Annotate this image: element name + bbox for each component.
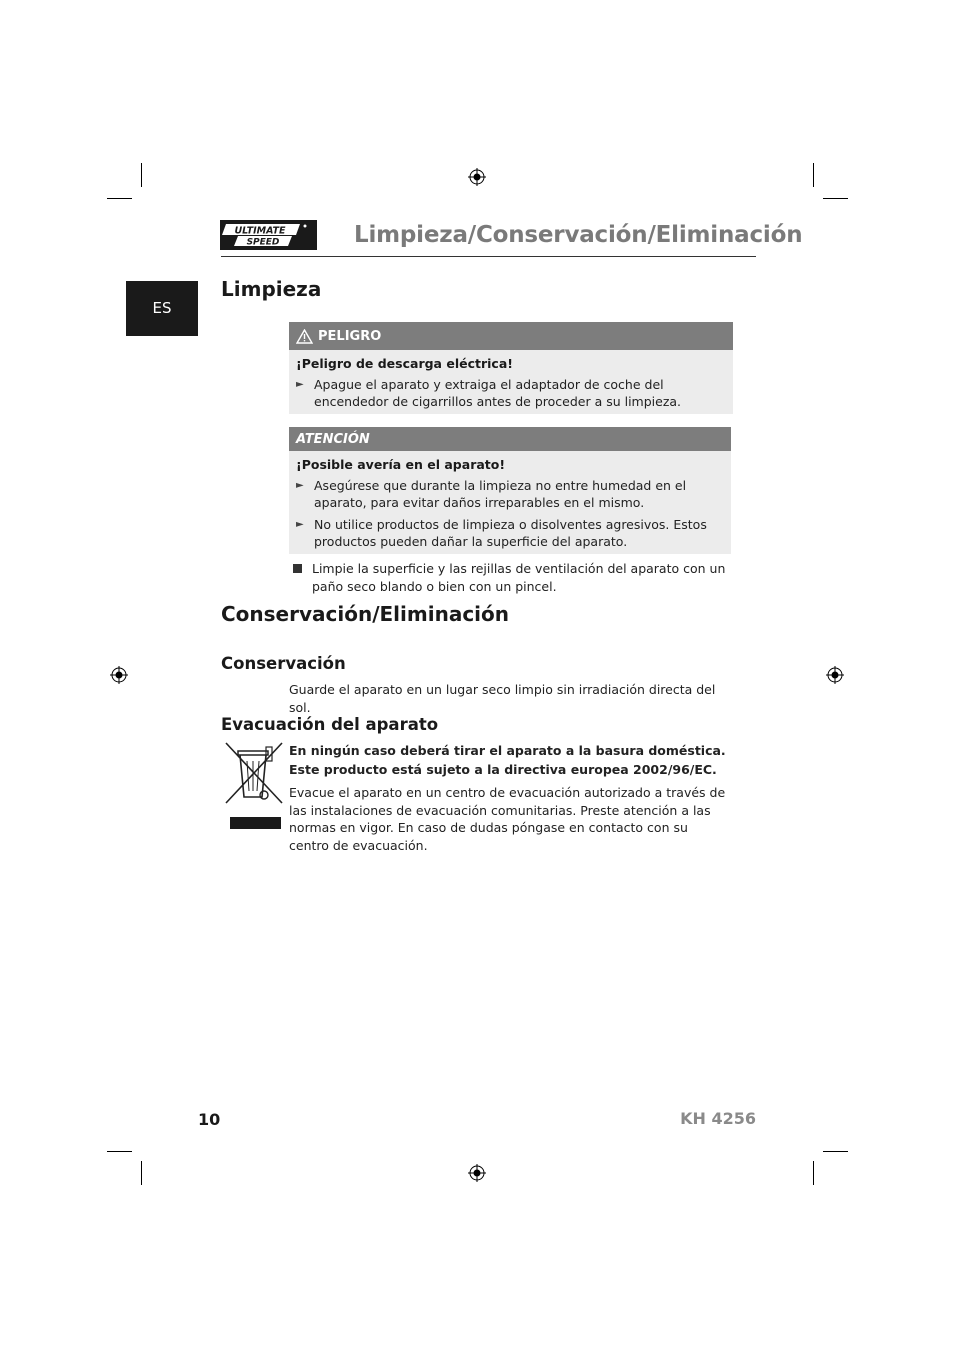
list-item: ► Apague el aparato y extraiga el adaptador de coche del encendedor de cigarrillos antes de proceder a su limpieza. [296, 377, 682, 409]
crop-mark [107, 198, 132, 199]
header-divider [221, 256, 756, 257]
page-title: Limpieza/Conservación/Eliminación [354, 222, 803, 248]
crop-mark [107, 1151, 132, 1152]
registration-mark-icon [826, 666, 844, 684]
evacuation-text: Evacue el aparato en un centro de evacuación autorizado a través de las instalaciones de evacuación comunitarias. Preste atención a las normas en vigor. En caso de dudas póngase en contacto con su centro de evacuación. [289, 785, 726, 853]
arrow-bullet-icon: ► [296, 379, 304, 390]
section-title-disposal: Conservación/Eliminación [221, 602, 510, 626]
subsection-title-storage: Conservación [221, 654, 346, 673]
danger-label: PELIGRO [318, 328, 382, 344]
danger-box [289, 322, 733, 414]
storage-text: Guarde el aparato en un lugar seco limpio sin irradiación directa del sol. [289, 682, 716, 715]
page-number: 10 [198, 1110, 221, 1129]
danger-subtitle: ¡Peligro de descarga eléctrica! [296, 356, 513, 371]
danger-box-header [289, 322, 733, 350]
list-item: ► No utilice productos de limpieza o disolventes agresivos. Estos productos pueden dañar la superficie del aparato. [296, 517, 707, 549]
cleaning-instruction: Limpie la superficie y las rejillas de ventilación del aparato con un paño seco blando o bien con un pincel. [312, 561, 726, 594]
crop-mark [813, 1161, 814, 1185]
evacuation-bold-text: En ningún caso deberá tirar el aparato a la basura doméstica. Este producto está sujeto a la directiva europea 2002/96/EC. [289, 743, 726, 777]
caution-label: ATENCIÓN [296, 431, 370, 447]
language-tab: ES [126, 281, 198, 336]
crossed-out-bin-icon [224, 741, 284, 831]
crop-mark [823, 1151, 848, 1152]
crop-mark [141, 163, 142, 187]
caution-subtitle: ¡Posible avería en el aparato! [296, 457, 506, 472]
registration-mark-icon [468, 1164, 486, 1182]
list-item: ► Asegúrese que durante la limpieza no entre humedad en el aparato, para evitar daños irreparables en el mismo. [296, 478, 687, 510]
caution-box-header [289, 427, 731, 451]
crop-mark [141, 1161, 142, 1185]
arrow-bullet-icon: ► [296, 519, 304, 530]
ultimate-speed-logo [220, 220, 317, 250]
model-number: KH 4256 [680, 1109, 756, 1128]
arrow-bullet-icon: ► [296, 480, 304, 491]
registration-mark-icon [468, 168, 486, 186]
square-bullet-icon [293, 564, 302, 573]
caution-box [289, 427, 731, 554]
crop-mark [823, 198, 848, 199]
warning-triangle-icon [296, 329, 313, 344]
section-title-cleaning: Limpieza [221, 277, 322, 301]
crop-mark [813, 163, 814, 187]
svg-text:ULTIMATE: ULTIMATE [234, 225, 286, 237]
registration-mark-icon [110, 666, 128, 684]
svg-text:SPEED: SPEED [246, 237, 280, 248]
subsection-title-evacuation: Evacuación del aparato [221, 715, 439, 734]
